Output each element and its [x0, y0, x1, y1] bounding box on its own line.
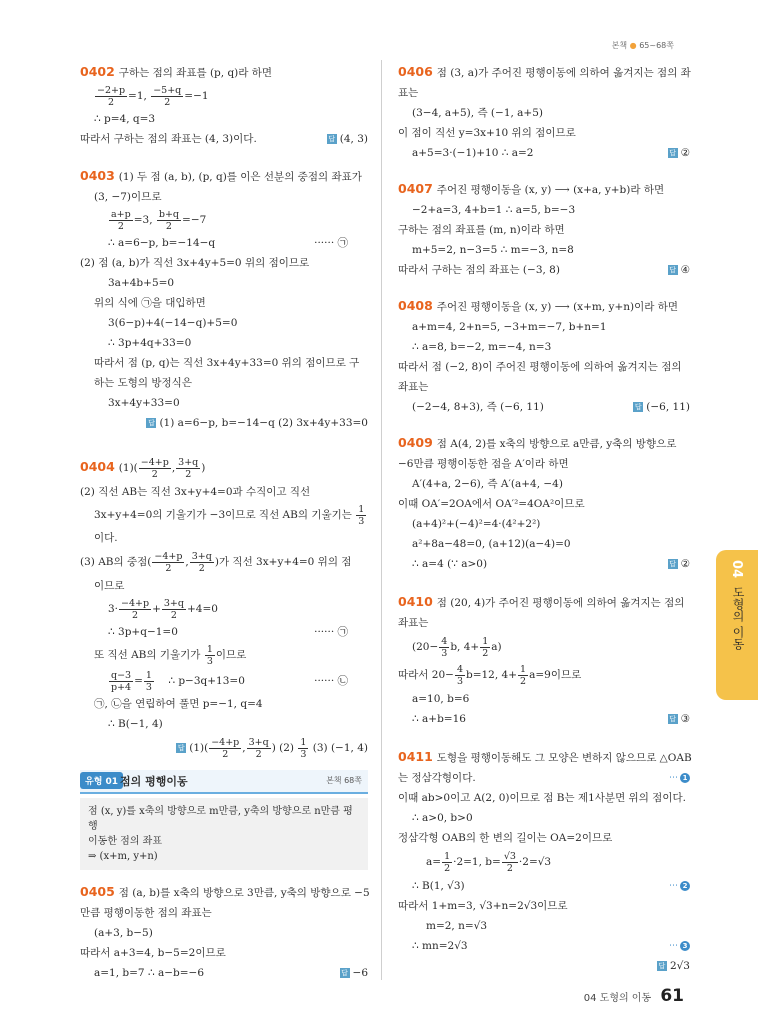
- problem-0406: [398, 62, 690, 163]
- problem-0409: [398, 433, 690, 574]
- problem-number: 0403: [80, 168, 115, 183]
- answer: 답 (1) a=6−p, b=−14−q (2) 3x+4y+33=0: [148, 417, 368, 429]
- equation-line: (20− $\frac{4}{3}$ b, 4+ $\frac{1}{2}$ a): [412, 635, 502, 659]
- solution-line: 이때 ab>0이고 A(2, 0)이므로 점 B는 제1사분면 위의 점이다.: [398, 792, 686, 804]
- problem-0411: [398, 747, 690, 976]
- header-label: 본책: [611, 41, 628, 50]
- equation-line: $\frac{q-3}{p+4}$ = $\frac{1}{3}$ ∴ p−3q+13=0 ······ ㉡: [111, 669, 348, 693]
- example-box: 점 (x, y)를 x축의 방향으로 m만큼, y축의 방향으로 n만큼 평행 이동한 점의 좌표 ⇒ (x+m, y+n): [80, 798, 368, 870]
- problem-number: 0407: [398, 181, 433, 196]
- step-marker: ⋯ 3: [669, 936, 690, 956]
- solution-line: 구하는 점의 좌표를 (m, n)이라 하면: [398, 224, 565, 236]
- answer: 답 (4, 3): [328, 133, 368, 145]
- solution-line: 3x+4y+33=0: [108, 397, 180, 409]
- column-divider: [381, 60, 382, 980]
- solution-line: (−2−4, 8+3), 즉 (−6, 11) 답 (−6, 11): [398, 397, 690, 417]
- page-header-ref: [612, 40, 674, 51]
- answer-icon: 답: [658, 962, 666, 970]
- solution-line: m=2, n=√3: [426, 920, 488, 932]
- solution-line: (2) 점 (a, b)가 직선 3x+4y+5=0 위의 점이므로: [80, 257, 310, 269]
- solution-line: ∴ a>0, b>0: [412, 812, 473, 824]
- header-range: 65~68쪽: [639, 41, 674, 50]
- solution-line: ㉠, ㉡을 연립하여 풀면 p=−1, q=4: [94, 698, 263, 710]
- problem-number: 0410: [398, 594, 433, 609]
- problem-0410: [398, 592, 690, 729]
- solution-line: 따라서 구하는 점의 좌표는 (4, 3)이다. 답 (4, 3): [80, 129, 368, 149]
- solution-line: 따라서 1+m=3, √3+n=2√3이므로: [398, 900, 568, 912]
- solution-line: m+5=2, n−3=5 ∴ m=−3, n=8: [412, 244, 574, 256]
- solution-line: 이 점이 직선 y=3x+10 위의 점이므로: [398, 127, 576, 139]
- problem-0407: [398, 179, 690, 280]
- answer-icon: 답: [341, 969, 348, 977]
- solution-line: −6만큼 평행이동한 점을 A′이라 하면: [398, 458, 569, 470]
- solution-line: (3, −7)이므로: [94, 191, 162, 203]
- solution-line: ∴ 3p+4q+33=0: [108, 337, 192, 349]
- solution-line: 표는: [398, 87, 419, 99]
- answer-icon: 답: [669, 715, 676, 723]
- solution-line: 만큼 평행이동한 점의 좌표는: [80, 907, 212, 919]
- answer-icon: 답: [177, 744, 185, 752]
- problem-number: 0411: [398, 749, 433, 764]
- page-number: 61: [660, 986, 684, 1006]
- example-ref: 본책 68쪽: [326, 776, 362, 785]
- solution-line: ∴ a=8, b=−2, m=−4, n=3: [412, 341, 552, 353]
- solution-line: 3(6−p)+4(−14−q)+5=0: [108, 317, 238, 329]
- answer: 답 (1)( $\frac{-4+p}{2}$ , $\frac{3+q}{2}$ ) (2) $\frac{1}{3}$ (3) (−1, 4): [177, 736, 368, 760]
- solution-line: a=10, b=6: [412, 693, 470, 705]
- problem-text: 주어진 평행이동을 (x, y) ⟶ (x+a, y+b)라 하면: [436, 184, 665, 196]
- problem-text: 점 (20, 4)가 주어진 평행이동에 의하여 옮겨지는 점의: [436, 597, 685, 609]
- answer: 답 2√3: [658, 960, 690, 972]
- solution-line: 는 정삼각형이다. ⋯ 1: [398, 768, 690, 788]
- solution-line: 위의 식에 ㉠을 대입하면: [94, 297, 206, 309]
- problem-text: 도형을 평행이동해도 그 모양은 변하지 않으므로 △OAB: [436, 752, 692, 764]
- solution-line: 3x+y+4=0의 기울기가 −3이므로 직선 AB의 기울기는 $\frac{1}{3}$: [94, 503, 365, 527]
- answer-icon: 답: [669, 266, 676, 274]
- problem-text: 점 A(4, 2)를 x축의 방향으로 a만큼, y축의 방향으로: [436, 438, 677, 450]
- footer-chapter: 04 도형의 이동: [583, 993, 652, 1004]
- page-footer: [584, 986, 684, 1006]
- solution-line: −2+a=3, 4+b=1 ∴ a=5, b=−3: [412, 204, 576, 216]
- fraction: $\frac{-5+q}{2}$: [153, 84, 182, 108]
- example-section: [80, 770, 368, 870]
- right-column: [398, 62, 690, 982]
- answer: 답 ③: [669, 713, 690, 725]
- solution-line: (3−4, a+5), 즉 (−1, a+5): [412, 107, 544, 119]
- solution-line: 따라서 구하는 점의 좌표는 (−3, 8) 답 ④: [398, 260, 690, 280]
- problem-text: 점 (3, a)가 주어진 평행이동에 의하여 옮겨지는 점의 좌: [436, 67, 691, 79]
- chapter-number: 04: [729, 560, 744, 579]
- header-dot: ●: [629, 41, 637, 50]
- answer: 답 (−6, 11): [634, 401, 690, 413]
- solution-line: ∴ 3p+q−1=0 ······ ㉠: [108, 626, 348, 638]
- example-badge: 유형 01: [80, 772, 123, 789]
- solution-line: (2) 직선 AB는 직선 3x+y+4=0과 수직이고 직선: [80, 486, 311, 498]
- solution-line: ∴ B(1, √3) ⋯ 2: [398, 876, 690, 896]
- problem-number: 0405: [80, 884, 115, 899]
- solution-line: 따라서 a+3=4, b−5=2이므로: [80, 947, 226, 959]
- solution-line: a=1, b=7 ∴ a−b=−6 답 −6: [80, 963, 368, 983]
- example-title: 점의 평행이동: [120, 775, 188, 788]
- problem-0408: [398, 296, 690, 417]
- answer-icon: 답: [634, 403, 642, 411]
- problem-text: (1) 두 점 (a, b), (p, q)를 이은 선분의 중점의 좌표가: [118, 171, 362, 183]
- problem-number: 0409: [398, 435, 433, 450]
- example-header: [80, 770, 368, 794]
- answer-icon: 답: [148, 419, 155, 427]
- equation-line: a= $\frac{1}{2}$ ·2=1, b= $\frac{√3}{2}$ ·2=√3: [426, 850, 552, 874]
- solution-line: (a+4)²+(−4)²=4·(4²+2²): [412, 518, 541, 530]
- solution-line: a+m=4, 2+n=5, −3+m=−7, b+n=1: [412, 321, 607, 333]
- problem-number: 0404: [80, 459, 115, 474]
- solution-line: ∴ a=6−p, b=−14−q ······ ㉠: [108, 237, 348, 249]
- problem-number: 0402: [80, 64, 115, 79]
- solution-line: ∴ mn=2√3 ⋯ 3: [398, 936, 690, 956]
- solution-line: A′(4+a, 2−6), 즉 A′(a+4, −4): [412, 478, 563, 490]
- problem-number: 0406: [398, 64, 433, 79]
- step-marker: ⋯ 1: [669, 768, 690, 788]
- problem-0402: [80, 62, 368, 148]
- answer-icon: 답: [669, 560, 676, 568]
- solution-line: 좌표는: [398, 617, 429, 629]
- answer: 답 −6: [341, 967, 368, 979]
- solution-line: a²+8a−48=0, (a+12)(a−4)=0: [412, 538, 571, 550]
- solution-line: (a+3, b−5): [94, 927, 153, 939]
- solution-line: 따라서 점 (p, q)는 직선 3x+4y+33=0 위의 점이므로 구: [94, 357, 360, 369]
- answer: 답 ②: [669, 558, 690, 570]
- solution-line: 좌표는: [398, 381, 429, 393]
- solution-line: 이므로: [94, 580, 125, 592]
- fraction: $\frac{-2+p}{2}$: [97, 84, 126, 108]
- solution-line: ∴ a+b=16 답 ③: [398, 709, 690, 729]
- solution-line: 따라서 20− $\frac{4}{3}$ b=12, 4+ $\frac{1}{2}$ a=9이므로: [398, 663, 582, 687]
- left-column: [80, 62, 368, 989]
- answer: 답 ④: [669, 264, 690, 276]
- problem-text: 구하는 점의 좌표를 (p, q)라 하면: [118, 67, 273, 79]
- solution-line: 정삼각형 OAB의 한 변의 길이는 OA=2이므로: [398, 832, 613, 844]
- problem-text: 주어진 평행이동을 (x, y) ⟶ (x+m, y+n)이라 하면: [436, 301, 679, 313]
- problem-number: 0408: [398, 298, 433, 313]
- step-marker: ⋯ 2: [669, 876, 690, 896]
- solution-line: 하는 도형의 방정식은: [94, 377, 192, 389]
- equation-line: 3· $\frac{-4+p}{2}$ + $\frac{3+q}{2}$ +4=0: [108, 597, 218, 621]
- problem-0403: [80, 166, 368, 433]
- equation-line: $\frac{-2+p}{2}$ =1, $\frac{-5+q}{2}$ =−1: [97, 84, 209, 108]
- problem-text: 점 (a, b)를 x축의 방향으로 3만큼, y축의 방향으로 −5: [118, 887, 370, 899]
- answer-icon: 답: [328, 135, 336, 143]
- solution-line: 이때 OA′=2OA에서 OA′²=4OA²이므로: [398, 498, 585, 510]
- problem-0405: [80, 882, 368, 983]
- answer: 답 ②: [669, 147, 690, 159]
- solution-line: 이다.: [94, 532, 118, 544]
- equation-line: $\frac{a+p}{2}$ =3, $\frac{b+q}{2}$ =−7: [111, 208, 207, 232]
- chapter-side-tab: [716, 550, 758, 700]
- solution-line: ∴ B(−1, 4): [108, 718, 163, 730]
- answer-icon: 답: [669, 149, 676, 157]
- solution-line: 또 직선 AB의 기울기가 $\frac{1}{3}$ 이므로: [94, 643, 247, 667]
- problem-0404: 0404 (1)( $\frac{-4+p}{2}$ , $\frac{3+q}{2}$ ) (2) 직선 AB는 직선 3x+y+4=0과 수직이고 직선 3x+y+4=0의 기울기가 −3이므로 직선 AB의 기울기는 $\frac{1}{3}$ 이다. (3) AB의 중점( $\frac{-4+p}{2}$ , $\frac{3+q}{2}$ )가 직선 3x+y+4=0 위의 점 이므로 3· $\frac{-4+p}{2}$ + $\frac{3+q}{2}$ +4=0 ∴ 3p+q−1=0 ······ ㉠ 또 직선 AB의 기울기가 $\frac{1}{3}$ 이므로 $\frac{q-3}{p+4}$ = $\frac{1}{3}$ ∴ p−3q+13=0 ······ ㉡ ㉠, ㉡을 연립하여 풀면 p=−1, q=4 ∴ B(−1, 4) 답 (1)( $\frac{-4+p}{2}$ , $\frac{3+q}{2}$ ) (2) $\frac{1}{3}$ (3) (−1, 4): [80, 453, 368, 762]
- solution-line: 따라서 점 (−2, 8)이 주어진 평행이동에 의하여 옮겨지는 점의: [398, 361, 682, 373]
- solution-line: a+5=3·(−1)+10 ∴ a=2 답 ②: [398, 143, 690, 163]
- chapter-title: 도형의 이동: [731, 586, 745, 650]
- solution-line: ∴ a=4 (∵ a>0) 답 ②: [398, 554, 690, 574]
- solution-line: (3) AB의 중점( $\frac{-4+p}{2}$ , $\frac{3+q}{2}$ )가 직선 3x+y+4=0 위의 점: [80, 550, 352, 574]
- solution-line: ∴ p=4, q=3: [94, 113, 156, 125]
- solution-line: 3a+4b+5=0: [108, 277, 175, 289]
